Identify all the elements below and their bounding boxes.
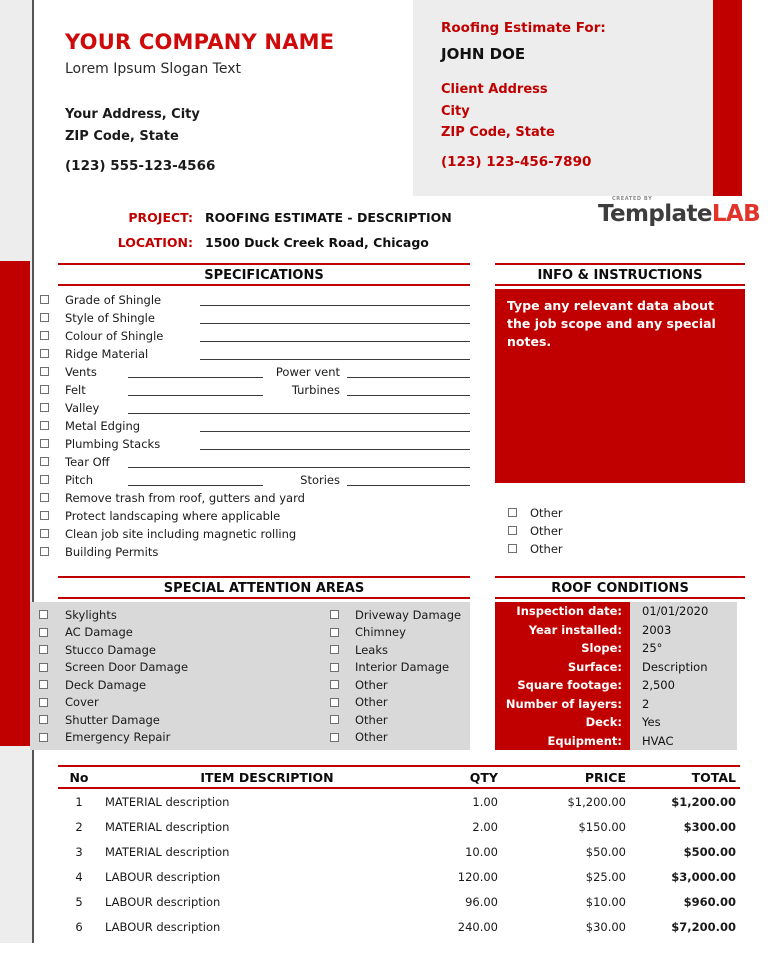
cell-qty: 2.00 [472, 819, 498, 834]
cell-description: MATERIAL description [105, 819, 230, 834]
cell-price: $50.00 [585, 844, 626, 859]
cell-price: $30.00 [585, 919, 626, 934]
attention-label: Leaks [355, 642, 388, 657]
checkbox[interactable] [40, 547, 49, 556]
checkbox[interactable] [40, 475, 49, 484]
roof-row-number-of-layers [495, 695, 737, 714]
attention-label: Shutter Damage [65, 712, 160, 727]
company-name: YOUR COMPANY NAME [65, 30, 335, 54]
checkbox[interactable] [40, 349, 49, 358]
spec-row-felt [38, 381, 470, 399]
roof-row-year-installed [495, 621, 737, 640]
attention-label: Other [355, 712, 388, 727]
header-total: TOTAL [691, 769, 736, 785]
company-address [65, 104, 395, 148]
cell-description: LABOUR description [105, 869, 221, 884]
spec-row-plumbing [38, 435, 470, 453]
attention-row [30, 711, 470, 729]
header-price: PRICE [584, 769, 626, 785]
checkbox[interactable] [40, 421, 49, 430]
spec-row-tear-off [38, 453, 470, 471]
info-instructions-title: INFO & INSTRUCTIONS [495, 263, 745, 286]
logo-template-text: Template [598, 201, 712, 227]
checkbox[interactable] [40, 511, 49, 520]
cell-qty: 120.00 [457, 869, 498, 884]
roof-value[interactable]: 2,500 [630, 676, 737, 695]
attention-row [30, 606, 470, 624]
checkbox[interactable] [40, 385, 49, 394]
table-row [58, 914, 740, 939]
other-label: Other [530, 542, 563, 556]
cell-description: LABOUR description [105, 894, 221, 909]
roof-label: Surface: [495, 658, 630, 677]
table-row [58, 839, 740, 864]
blank-field[interactable] [200, 328, 470, 342]
checkbox[interactable] [39, 715, 48, 724]
info-other-list [495, 504, 745, 558]
templatelab-logo [598, 196, 761, 227]
roof-value[interactable]: 2 [630, 695, 737, 714]
table-row [58, 864, 740, 889]
attention-row [30, 694, 470, 712]
spec-label: Pitch [65, 473, 93, 487]
project-value: ROOFING ESTIMATE - DESCRIPTION [205, 210, 452, 225]
cell-no: 4 [75, 869, 83, 884]
checkbox[interactable] [39, 733, 48, 742]
items-table-header [58, 765, 740, 789]
spec-label: Felt [65, 383, 86, 397]
checkbox[interactable] [330, 680, 339, 689]
info-instructions-section [495, 263, 745, 558]
blank-field[interactable] [200, 418, 470, 432]
roof-label: Year installed: [495, 621, 630, 640]
other-row [495, 540, 745, 558]
roof-label: Number of layers: [495, 695, 630, 714]
roof-conditions-section [495, 576, 745, 750]
spec-label: Remove trash from roof, gutters and yard [65, 491, 305, 505]
cell-total: $7,200.00 [671, 919, 736, 934]
spec-row-metal-edging [38, 417, 470, 435]
cell-qty: 240.00 [457, 919, 498, 934]
cell-total: $3,000.00 [671, 869, 736, 884]
other-label: Other [530, 524, 563, 538]
cell-total: $1,200.00 [671, 794, 736, 809]
specifications-list [38, 291, 470, 561]
logo-lab-text: LAB [711, 201, 761, 227]
checkbox[interactable] [40, 295, 49, 304]
spec-label: Valley [65, 401, 100, 415]
client-address [441, 79, 703, 144]
roof-label: Deck: [495, 713, 630, 732]
spec-label: Metal Edging [65, 419, 141, 433]
spec-label: Clean job site including magnetic rolling [65, 527, 297, 541]
spec-label: Style of Shingle [65, 311, 155, 325]
header-item-description: ITEM DESCRIPTION [200, 769, 334, 785]
spec-label: Grade of Shingle [65, 293, 162, 307]
table-row [58, 789, 740, 814]
items-table [58, 765, 740, 939]
cell-qty: 1.00 [472, 794, 498, 809]
cell-no: 1 [75, 794, 83, 809]
attention-label: Deck Damage [65, 677, 147, 692]
table-row [58, 814, 740, 839]
client-address-line3: ZIP Code, State [441, 125, 555, 140]
roof-row-inspection-date [495, 602, 737, 621]
spec-row-building-permits [38, 543, 470, 561]
cell-qty: 96.00 [465, 894, 498, 909]
attention-label: Other [355, 677, 388, 692]
info-note-text: Type any relevant data about the job scope and any special notes. [507, 298, 716, 350]
spec-row-protect-landscaping [38, 507, 470, 525]
checkbox[interactable] [39, 680, 48, 689]
special-attention-title: SPECIAL ATTENTION AREAS [58, 576, 470, 599]
attention-row [30, 624, 470, 642]
roof-value[interactable]: 25° [630, 639, 737, 658]
attention-label: AC Damage [65, 625, 133, 640]
roof-conditions-title: ROOF CONDITIONS [495, 576, 745, 599]
spec-row-ridge [38, 345, 470, 363]
roof-row-deck [495, 713, 737, 732]
company-phone: (123) 555-123-4566 [65, 158, 216, 174]
checkbox[interactable] [508, 544, 517, 553]
blank-field[interactable] [347, 472, 470, 486]
attention-label: Chimney [355, 625, 406, 640]
checkbox[interactable] [40, 313, 49, 322]
blank-field[interactable] [200, 292, 470, 306]
checkbox[interactable] [330, 663, 339, 672]
cell-no: 5 [75, 894, 83, 909]
blank-field[interactable] [128, 400, 470, 414]
checkbox[interactable] [39, 628, 48, 637]
checkbox[interactable] [40, 457, 49, 466]
attention-row [30, 676, 470, 694]
logo-wordmark [598, 201, 761, 227]
specifications-title: SPECIFICATIONS [58, 263, 470, 286]
spec-label: Vents [65, 365, 97, 379]
client-name: JOHN DOE [441, 45, 526, 63]
attention-label: Other [355, 695, 388, 710]
checkbox[interactable] [40, 403, 49, 412]
spec-label: Ridge Material [65, 347, 149, 361]
spec-label: Tear Off [65, 455, 110, 469]
client-phone: (123) 123-456-7890 [441, 153, 592, 170]
cell-description: MATERIAL description [105, 844, 230, 859]
checkbox[interactable] [39, 645, 48, 654]
other-label: Other [530, 506, 563, 520]
roof-row-slope [495, 639, 737, 658]
checkbox[interactable] [39, 698, 48, 707]
spec-sublabel: Stories [300, 473, 340, 487]
roof-label: Inspection date: [495, 602, 630, 621]
checkbox[interactable] [508, 526, 517, 535]
roof-value[interactable]: 01/01/2020 [630, 602, 737, 621]
attention-row [30, 659, 470, 677]
spec-sublabel: Power vent [275, 365, 340, 379]
logo-created-by: CREATED BY [612, 196, 653, 202]
client-heading: Roofing Estimate For: [441, 20, 606, 36]
spec-row-pitch [38, 471, 470, 489]
special-attention-box [30, 602, 470, 750]
roof-conditions-box [495, 602, 737, 750]
roof-label: Equipment: [495, 732, 630, 751]
attention-row [30, 641, 470, 659]
checkbox[interactable] [40, 439, 49, 448]
blank-field[interactable] [200, 436, 470, 450]
checkbox[interactable] [40, 529, 49, 538]
checkbox[interactable] [330, 610, 339, 619]
project-label: PROJECT: [128, 210, 193, 225]
roof-value[interactable]: Description [630, 658, 737, 677]
blank-field[interactable] [200, 346, 470, 360]
other-row [495, 504, 745, 522]
client-accent-bar [713, 0, 742, 196]
attention-label: Stucco Damage [65, 642, 156, 657]
company-header [65, 30, 395, 174]
spec-label: Building Permits [65, 545, 159, 559]
info-note-box[interactable] [495, 289, 745, 483]
company-slogan: Lorem Ipsum Slogan Text [65, 61, 241, 77]
cell-total: $960.00 [683, 894, 736, 909]
attention-label: Other [355, 730, 388, 745]
cell-total: $500.00 [683, 844, 736, 859]
header-no: No [69, 769, 89, 785]
attention-label: Screen Door Damage [65, 660, 189, 675]
attention-label: Cover [65, 695, 99, 710]
blank-field[interactable] [128, 454, 470, 468]
location-label: LOCATION: [117, 235, 193, 250]
project-meta [58, 205, 478, 255]
location-row [58, 230, 478, 255]
cell-price: $10.00 [585, 894, 626, 909]
client-info-panel [413, 0, 713, 196]
company-address-line2: ZIP Code, State [65, 129, 179, 144]
spec-label: Plumbing Stacks [65, 437, 161, 451]
spec-row-colour [38, 327, 470, 345]
roof-label: Square footage: [495, 676, 630, 695]
cell-no: 2 [75, 819, 83, 834]
cell-description: MATERIAL description [105, 794, 230, 809]
roof-row-equipment [495, 732, 737, 751]
blank-field[interactable] [347, 364, 470, 378]
roof-value[interactable]: Yes [630, 713, 737, 732]
special-attention-section [30, 576, 470, 750]
spec-row-style [38, 309, 470, 327]
cell-description: LABOUR description [105, 919, 221, 934]
checkbox[interactable] [39, 610, 48, 619]
blank-field[interactable] [347, 382, 470, 396]
page-edge-line [32, 0, 34, 943]
cell-no: 3 [75, 844, 83, 859]
location-value: 1500 Duck Creek Road, Chicago [205, 235, 429, 250]
checkbox[interactable] [40, 331, 49, 340]
checkbox[interactable] [330, 628, 339, 637]
spec-row-grade [38, 291, 470, 309]
cell-total: $300.00 [683, 819, 736, 834]
header-qty: QTY [469, 769, 498, 785]
spec-label: Colour of Shingle [65, 329, 164, 343]
spec-row-clean-job-site [38, 525, 470, 543]
cell-price: $150.00 [578, 819, 626, 834]
roof-label: Slope: [495, 639, 630, 658]
attention-label: Skylights [65, 607, 117, 622]
cell-price: $25.00 [585, 869, 626, 884]
client-address-line2: City [441, 103, 470, 119]
checkbox[interactable] [40, 493, 49, 502]
specifications-section [38, 263, 470, 561]
cell-no: 6 [75, 919, 83, 934]
checkbox[interactable] [330, 733, 339, 742]
attention-label: Interior Damage [355, 660, 450, 675]
spec-row-remove-trash [38, 489, 470, 507]
checkbox[interactable] [330, 698, 339, 707]
roof-value[interactable]: HVAC [630, 732, 737, 751]
roof-row-surface [495, 658, 737, 677]
attention-label: Emergency Repair [65, 730, 171, 745]
spec-row-vents [38, 363, 470, 381]
roof-value[interactable]: 2003 [630, 621, 737, 640]
table-row [58, 889, 740, 914]
blank-field[interactable] [200, 310, 470, 324]
client-address-line1: Client Address [441, 82, 548, 97]
roof-row-square-footage [495, 676, 737, 695]
spec-label: Protect landscaping where applicable [65, 509, 281, 523]
cell-qty: 10.00 [465, 844, 498, 859]
attention-label: Driveway Damage [355, 607, 462, 622]
other-row [495, 522, 745, 540]
cell-price: $1,200.00 [567, 794, 626, 809]
left-accent-bar [0, 261, 30, 746]
checkbox[interactable] [40, 367, 49, 376]
checkbox[interactable] [508, 508, 517, 517]
company-address-line1: Your Address, City [65, 107, 200, 122]
spec-sublabel: Turbines [291, 383, 340, 397]
attention-row [30, 729, 470, 747]
checkbox[interactable] [330, 645, 339, 654]
checkbox[interactable] [39, 663, 48, 672]
spec-row-valley [38, 399, 470, 417]
checkbox[interactable] [330, 715, 339, 724]
project-row [58, 205, 478, 230]
